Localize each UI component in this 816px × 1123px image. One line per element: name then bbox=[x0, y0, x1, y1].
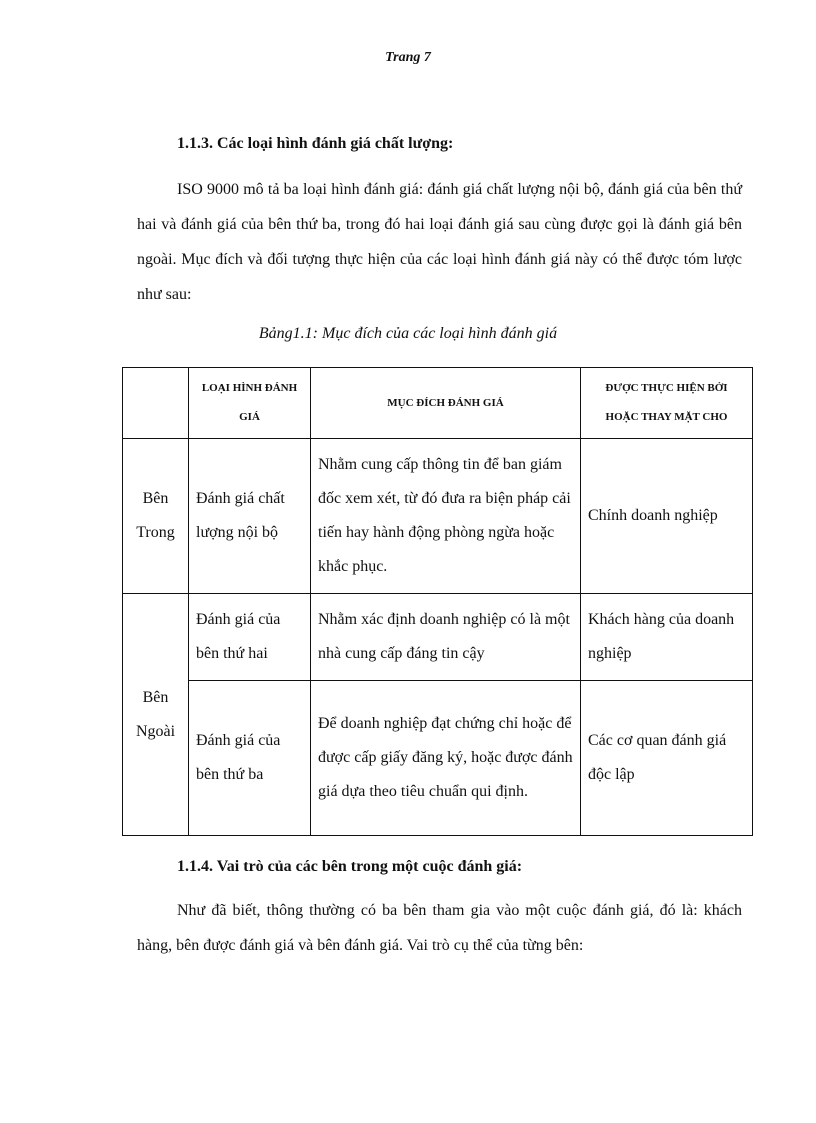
group-cell: Bên Trong bbox=[123, 439, 189, 594]
paragraph-text: Như đã biết, thông thường có ba bên tham gia vào một cuộc đánh giá, đó là: khách hàng, bên được đánh giá và bên đánh giá. Vai trò cụ thể của từng bên: bbox=[137, 902, 742, 954]
purpose-cell: Nhằm cung cấp thông tin để ban giám đốc xem xét, từ đó đưa ra biện pháp cải tiến hay hành động phòng ngừa hoặc khắc phục. bbox=[311, 439, 581, 594]
performed-by-cell: Khách hàng của doanh nghiệp bbox=[581, 594, 753, 681]
type-cell: Đánh giá của bên thứ hai bbox=[189, 594, 311, 681]
group-cell: Bên Ngoài bbox=[123, 594, 189, 836]
paragraph-text: ISO 9000 mô tả ba loại hình đánh giá: đánh giá chất lượng nội bộ, đánh giá của bên thứ hai và đánh giá của bên thứ ba, trong đó hai loại đánh giá sau cùng được gọi là đánh giá bên ngoài. Mục đích và đối tượng thực hiện của các loại hình đánh giá này có thể được tóm lược như sau: bbox=[137, 181, 742, 303]
section-1-1-3-paragraph bbox=[137, 172, 742, 312]
table-row bbox=[123, 681, 753, 836]
purpose-cell: Nhằm xác định doanh nghiệp có là một nhà cung cấp đáng tin cậy bbox=[311, 594, 581, 681]
type-cell: Đánh giá của bên thứ ba bbox=[189, 681, 311, 836]
table-caption: Bảng1.1: Mục đích của các loại hình đánh giá bbox=[258, 325, 558, 342]
section-1-1-4-paragraph bbox=[137, 893, 742, 963]
evaluation-types-table bbox=[122, 367, 753, 836]
page-header: Trang 7 bbox=[385, 50, 431, 65]
table-row bbox=[123, 594, 753, 681]
header-group bbox=[123, 368, 189, 439]
performed-by-cell: Các cơ quan đánh giá độc lập bbox=[581, 681, 753, 836]
purpose-cell: Để doanh nghiệp đạt chứng chỉ hoặc để được cấp giấy đăng ký, hoặc được đánh giá dựa theo tiêu chuẩn qui định. bbox=[311, 681, 581, 836]
performed-by-cell: Chính doanh nghiệp bbox=[581, 439, 753, 594]
header-performed-by: ĐƯỢC THỰC HIỆN BỞI HOẶC THAY MẶT CHO bbox=[581, 368, 753, 439]
table-header-row bbox=[123, 368, 753, 439]
section-heading-1-1-4: 1.1.4. Vai trò của các bên trong một cuộc đánh giá: bbox=[177, 858, 523, 875]
type-cell: Đánh giá chất lượng nội bộ bbox=[189, 439, 311, 594]
section-heading-1-1-3: 1.1.3. Các loại hình đánh giá chất lượng: bbox=[177, 135, 454, 152]
header-purpose: MỤC ĐÍCH ĐÁNH GIÁ bbox=[311, 368, 581, 439]
table-row bbox=[123, 439, 753, 594]
header-type: LOẠI HÌNH ĐÁNH GIÁ bbox=[189, 368, 311, 439]
